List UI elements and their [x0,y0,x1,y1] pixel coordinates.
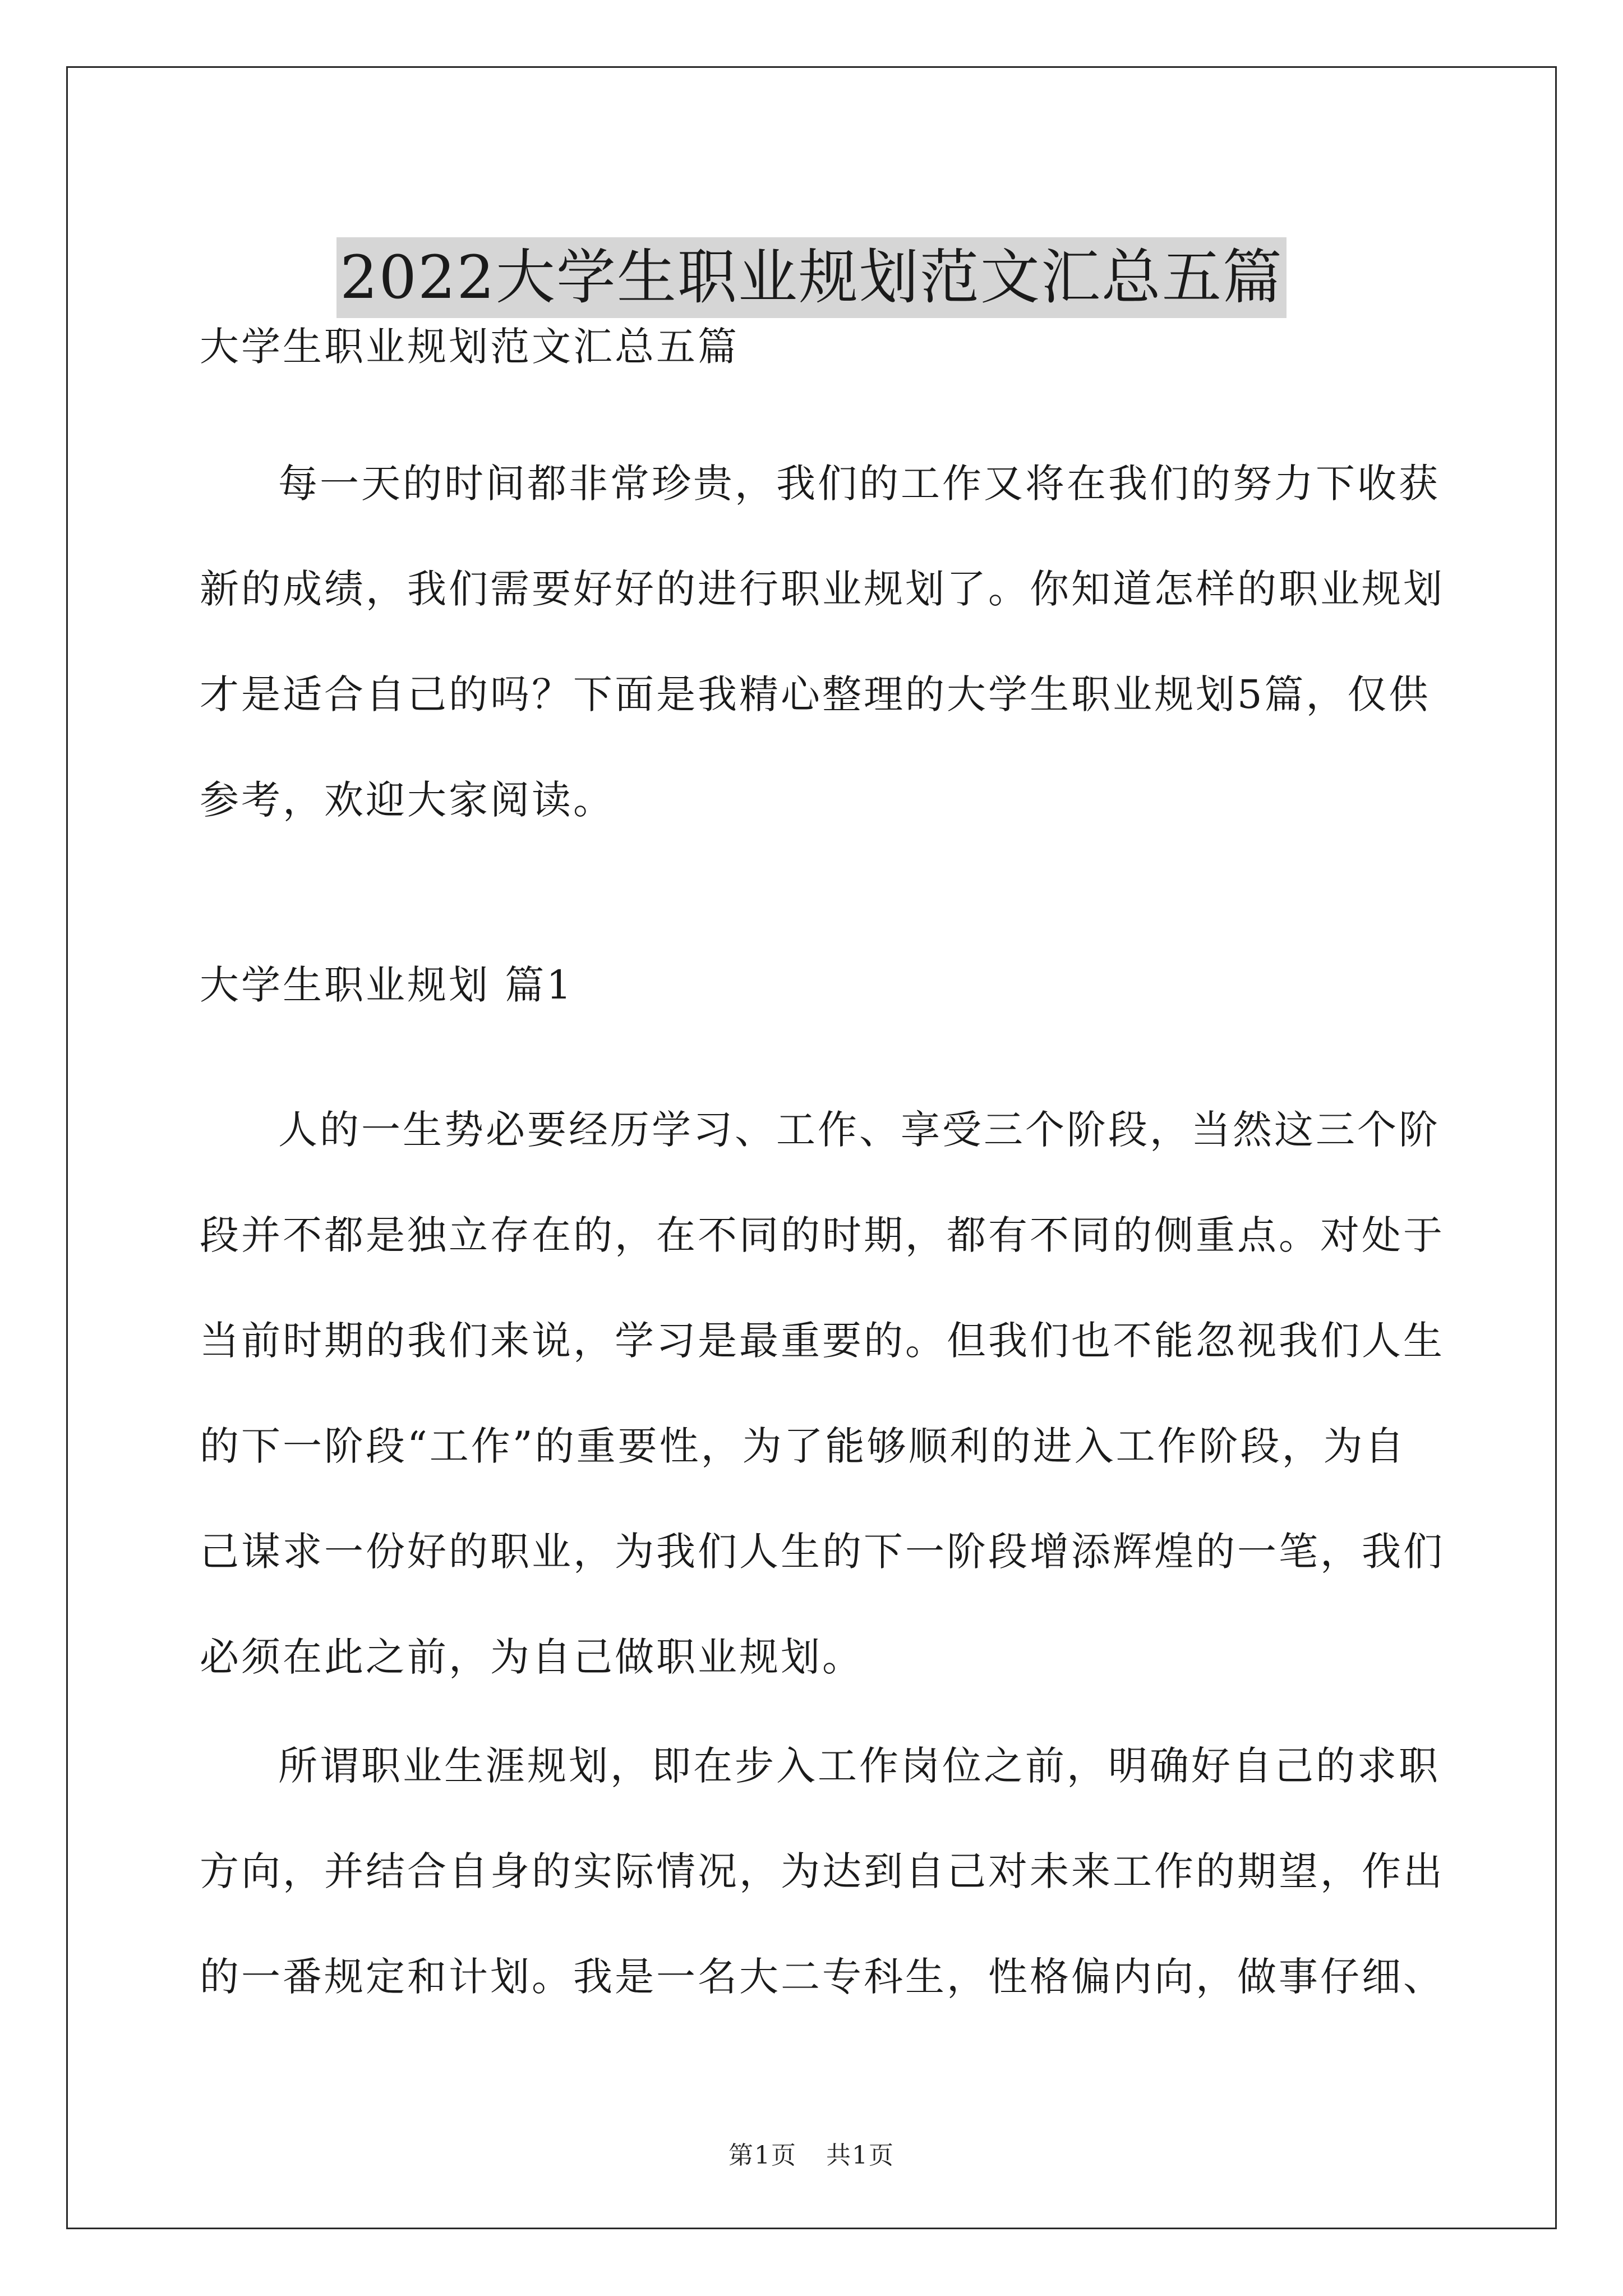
page-footer [0,2135,1623,2171]
body-paragraph-1 [200,1077,1445,1710]
paragraph-line: 每一天的时间都非常珍贵，我们的工作又将在我们的努力下收获 [278,461,1440,507]
intro-paragraph [200,431,1445,853]
paragraph-line: 己谋求一份好的职业，为我们人生的下一阶段增添辉煌的一笔，我们 [200,1529,1445,1575]
page-total: 共1页 [826,2141,895,2170]
section-heading: 大学生职业规划 篇1 [200,962,574,1008]
paragraph-line: 的一番规定和计划。我是一名大二专科生，性格偏内向，做事仔细、 [200,1954,1445,2000]
paragraph-line: 的下一阶段“工作”的重要性，为了能够顺利的进入工作阶段，为自 [200,1423,1407,1469]
paragraph-line: 所谓职业生涯规划，即在步入工作岗位之前，明确好自己的求职 [278,1743,1440,1789]
paragraph-line: 段并不都是独立存在的，在不同的时期，都有不同的侧重点。对处于 [200,1212,1445,1258]
paragraph-line: 人的一生势必要经历学习、工作、享受三个阶段，当然这三个阶 [278,1107,1440,1153]
paragraph-line: 参考，欢迎大家阅读。 [200,777,615,823]
document-subtitle: 大学生职业规划范文汇总五篇 [200,324,739,370]
paragraph-line: 才是适合自己的吗？下面是我精心整理的大学生职业规划5篇，仅供 [200,671,1431,717]
paragraph-line: 方向，并结合自身的实际情况，为达到自己对未来工作的期望，作出 [200,1848,1445,1894]
body-paragraph-2 [200,1713,1445,2030]
paragraph-line: 新的成绩，我们需要好好的进行职业规划了。你知道怎样的职业规划 [200,566,1445,612]
document-title: 2022大学生职业规划范文汇总五篇 [336,237,1287,318]
page-number: 第1页 [728,2141,797,2170]
paragraph-line: 必须在此之前，为自己做职业规划。 [200,1634,864,1680]
paragraph-line: 当前时期的我们来说，学习是最重要的。但我们也不能忽视我们人生 [200,1318,1445,1364]
